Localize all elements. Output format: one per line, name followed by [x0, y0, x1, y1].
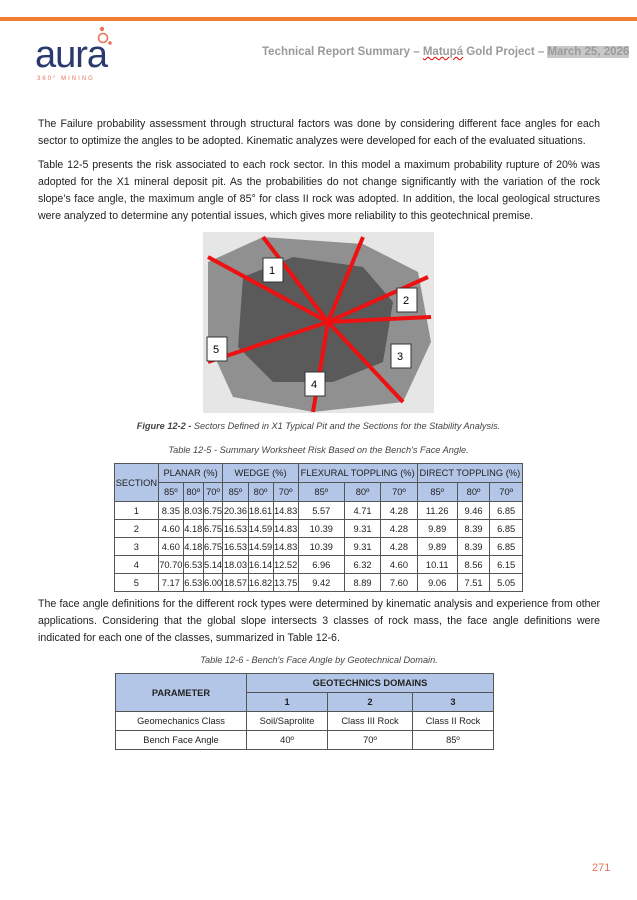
title-mid: Gold Project –: [463, 46, 548, 58]
angle-header: 70º: [203, 483, 223, 502]
domain-header: 2: [328, 693, 413, 712]
cell: 5.05: [490, 574, 523, 592]
cell: 11.26: [417, 502, 457, 520]
col-header: PARAMETER: [116, 674, 247, 712]
cell: 18.03: [223, 556, 248, 574]
cell: 70.70: [158, 556, 183, 574]
cell: 9.31: [344, 538, 380, 556]
col-header: FLEXURAL TOPPLING (%): [298, 464, 417, 483]
cell: 16.53: [223, 538, 248, 556]
cell: Bench Face Angle: [116, 731, 247, 750]
cell: 18.57: [223, 574, 248, 592]
angle-header: 70º: [381, 483, 417, 502]
angle-header: 80º: [457, 483, 490, 502]
table-row: [115, 538, 523, 556]
sector-label: 1: [269, 265, 276, 277]
cell: 6.96: [298, 556, 344, 574]
cell: 10.39: [298, 538, 344, 556]
caption-text: Sectors Defined in X1 Typical Pit and the Sections for the Stability Analysis.: [191, 421, 501, 431]
title-project: Matupá: [422, 46, 464, 58]
col-header: DIRECT TOPPLING (%): [417, 464, 522, 483]
table1-caption: [0, 445, 637, 455]
cell: Soil/Saprolite: [247, 712, 328, 731]
cell: 6.00: [203, 574, 223, 592]
cell: 9.89: [417, 538, 457, 556]
domain-header: 1: [247, 693, 328, 712]
cell: 13.75: [273, 574, 298, 592]
cell: 4.18: [183, 520, 203, 538]
cell: 1: [115, 502, 159, 520]
cell: 9.06: [417, 574, 457, 592]
table-row: [115, 574, 523, 592]
cell: Geomechanics Class: [116, 712, 247, 731]
cell: 8.35: [158, 502, 183, 520]
cell: 14.83: [273, 502, 298, 520]
caption-label: Table 12-5 -: [168, 445, 218, 455]
cell: 7.60: [381, 574, 417, 592]
cell: 14.83: [273, 520, 298, 538]
angle-header: 85º: [158, 483, 183, 502]
angle-header: 80º: [248, 483, 273, 502]
angle-header: 70º: [273, 483, 298, 502]
header-bar: [0, 17, 637, 21]
cell: 16.82: [248, 574, 273, 592]
cell: 9.31: [344, 520, 380, 538]
table-row: [116, 731, 494, 750]
cell: 14.83: [273, 538, 298, 556]
cell: 6.75: [203, 538, 223, 556]
lower-section: [38, 596, 600, 750]
col-header: WEDGE (%): [223, 464, 298, 483]
cell: 16.14: [248, 556, 273, 574]
header-title: [262, 46, 629, 58]
domain-header: 3: [412, 693, 493, 712]
caption-text: Summary Worksheet Risk Based on the Bench's Face Angle.: [217, 445, 469, 455]
angle-header: 85º: [223, 483, 248, 502]
cell: 70º: [328, 731, 413, 750]
col-header: PLANAR (%): [158, 464, 223, 483]
caption-label: Figure 12-2 -: [136, 421, 192, 431]
sector-label: 5: [213, 344, 220, 356]
cell: 40º: [247, 731, 328, 750]
cell: 6.53: [183, 556, 203, 574]
cell: 10.39: [298, 520, 344, 538]
table-row: [115, 520, 523, 538]
sector-label: 2: [403, 295, 410, 307]
logo-text: aura: [35, 34, 108, 76]
cell: 6.75: [203, 502, 223, 520]
pit-sector-figure: [203, 232, 434, 413]
angle-header: 80º: [344, 483, 380, 502]
paragraph: The Failure probability assessment through structural factors was done by considering different face angles for each sector to optimize the angles to be adopted. Kinematic analyzes were developed for each of the evaluated situations.: [38, 118, 600, 147]
cell: 6.85: [490, 520, 523, 538]
cell: 9.89: [417, 520, 457, 538]
cell: 14.59: [248, 538, 273, 556]
angle-header: 80º: [183, 483, 203, 502]
cell: 5.14: [203, 556, 223, 574]
col-header: GEOTECHNICS DOMAINS: [247, 674, 494, 693]
cell: 4: [115, 556, 159, 574]
page-number: 271: [592, 862, 611, 874]
table-row: [115, 502, 523, 520]
cell: 4.60: [158, 520, 183, 538]
cell: 85º: [412, 731, 493, 750]
cell: 4.18: [183, 538, 203, 556]
risk-table: [114, 463, 523, 592]
table2-caption: [38, 655, 600, 665]
cell: 9.42: [298, 574, 344, 592]
cell: 4.71: [344, 502, 380, 520]
col-header: SECTION: [115, 464, 159, 502]
paragraph: The face angle definitions for the different rock types were determined by kinematic analysis and experience from other applications. Considering that the global slope intersects 3 classes of rock mass, the face angle definitions were indicated for each one of the classes, summarized in Table 12-6.: [38, 598, 600, 644]
cell: 4.28: [381, 502, 417, 520]
cell: 5.57: [298, 502, 344, 520]
cell: 5: [115, 574, 159, 592]
cell: 6.75: [203, 520, 223, 538]
cell: Class III Rock: [328, 712, 413, 731]
face-angle-table: [115, 673, 494, 750]
sector-label: 4: [311, 379, 318, 391]
pit-diagram: [203, 232, 434, 413]
caption-text: Bench's Face Angle by Geotechnical Domain.: [248, 655, 438, 665]
cell: 7.51: [457, 574, 490, 592]
cell: 18.61: [248, 502, 273, 520]
logo-subtext: 360° MINING: [37, 76, 95, 82]
cell: 8.39: [457, 520, 490, 538]
cell: 14.59: [248, 520, 273, 538]
cell: 6.85: [490, 502, 523, 520]
cell: 6.85: [490, 538, 523, 556]
cell: 4.60: [381, 556, 417, 574]
cell: 4.28: [381, 538, 417, 556]
cell: 4.28: [381, 520, 417, 538]
cell: 16.53: [223, 520, 248, 538]
angle-header: 85º: [417, 483, 457, 502]
cell: 8.03: [183, 502, 203, 520]
cell: 8.39: [457, 538, 490, 556]
paragraph: Table 12-5 presents the risk associated to each rock sector. In this model a maximum probability rupture of 20% was adopted for the X1 mineral deposit pit. As the probabilities do not change significantly with the variation of the rock slope’s face angle, the maximum angle of 85° for class II rock was adopted. In addition, the local geological structures were analyzed to determine any potential issues, which gives more reliability to this geotechnical premise.: [38, 159, 600, 222]
header-date: March 25, 2026: [547, 46, 630, 58]
caption-label: Table 12-6 -: [200, 655, 249, 665]
cell: 4.60: [158, 538, 183, 556]
cell: Class II Rock: [412, 712, 493, 731]
sector-label: 3: [397, 351, 404, 363]
cell: 9.46: [457, 502, 490, 520]
angle-header: 85º: [298, 483, 344, 502]
cell: 6.53: [183, 574, 203, 592]
aura-logo: [35, 26, 135, 86]
cell: 2: [115, 520, 159, 538]
cell: 6.32: [344, 556, 380, 574]
cell: 8.89: [344, 574, 380, 592]
cell: 10.11: [417, 556, 457, 574]
cell: 6.15: [490, 556, 523, 574]
figure-caption: [0, 421, 637, 431]
table-row: [116, 712, 494, 731]
cell: 20.36: [223, 502, 248, 520]
cell: 8.56: [457, 556, 490, 574]
title-prefix: Technical Report Summary –: [262, 46, 423, 58]
cell: 3: [115, 538, 159, 556]
cell: 7.17: [158, 574, 183, 592]
angle-header: 70º: [490, 483, 523, 502]
table-row: [115, 556, 523, 574]
cell: 12.52: [273, 556, 298, 574]
